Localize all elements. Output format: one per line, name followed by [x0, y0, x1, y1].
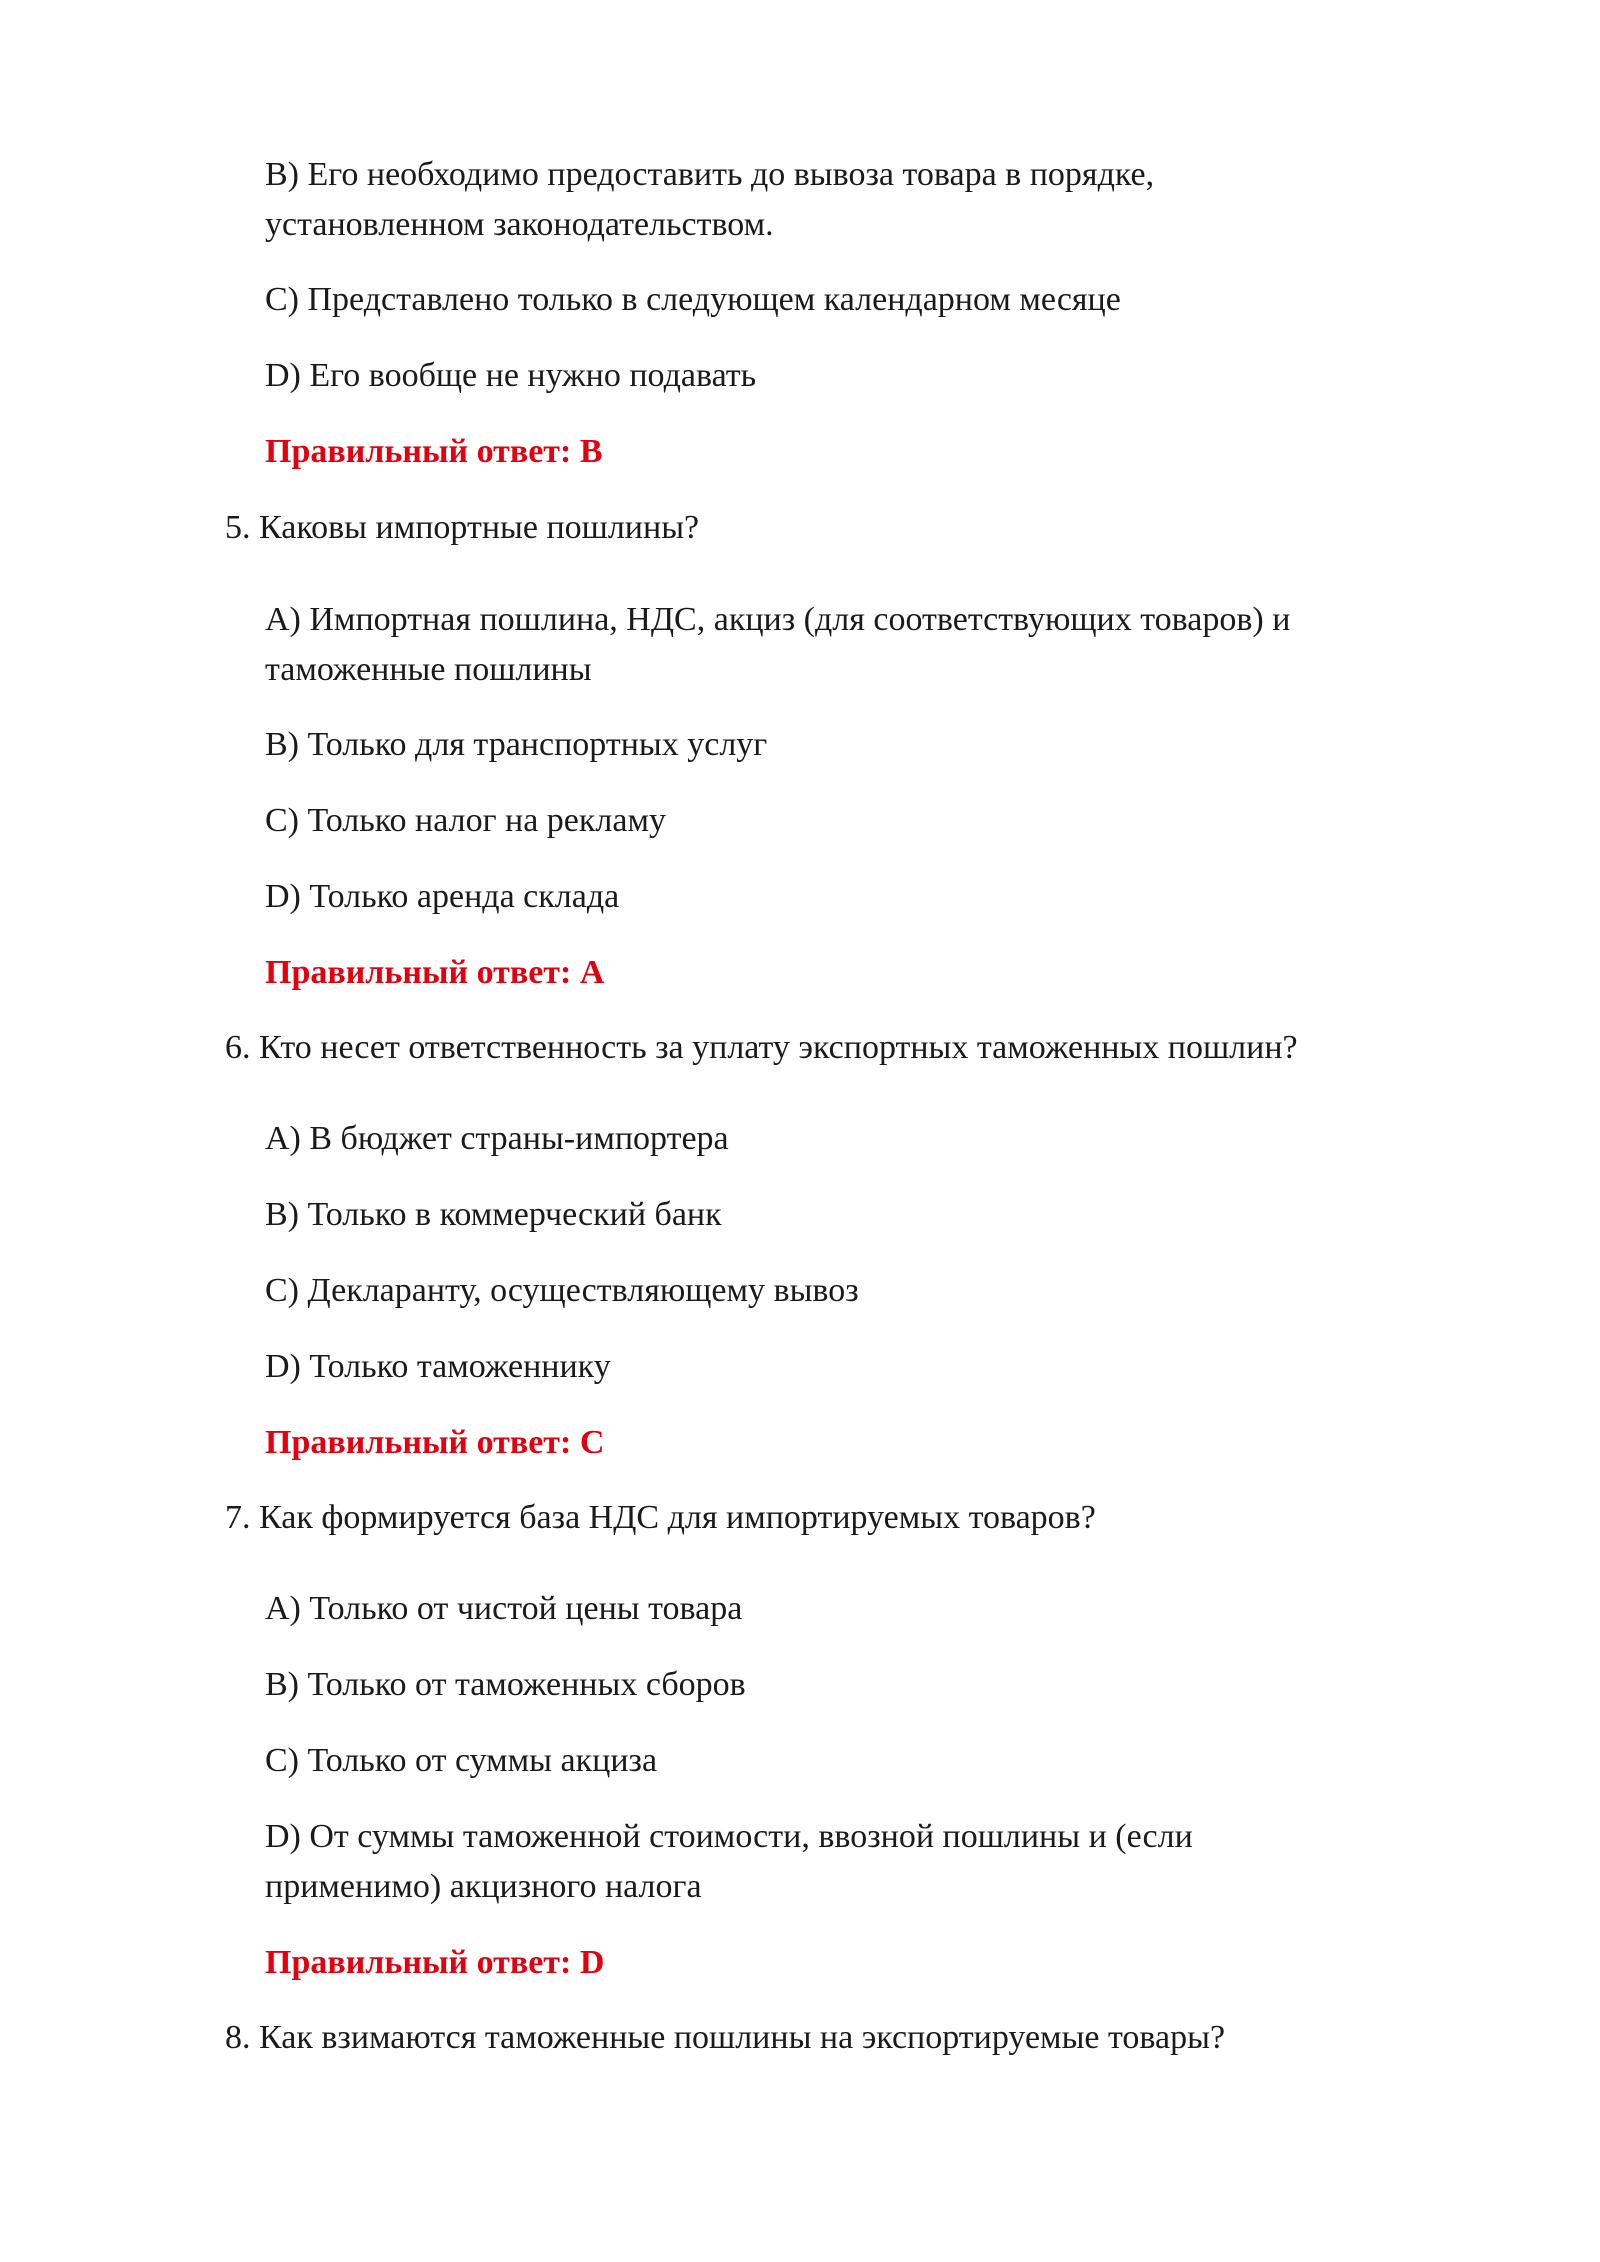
q7-correct-answer: Правильный ответ: D: [265, 1944, 605, 1981]
q5-question: 5. Каковы импортные пошлины?: [225, 509, 700, 546]
q6-option-a: A) В бюджет страны-импортера: [265, 1120, 729, 1157]
q6-option-d: D) Только таможеннику: [265, 1348, 611, 1385]
q4-option-c: C) Представлено только в следующем календарном месяце: [265, 281, 1121, 318]
q5-option-a-line2: таможенные пошлины: [265, 651, 592, 688]
q7-option-a: A) Только от чистой цены товара: [265, 1590, 743, 1627]
q7-option-b: B) Только от таможенных сборов: [265, 1666, 746, 1703]
q7-option-d-line1: D) От суммы таможенной стоимости, ввозной пошлины и (если: [265, 1818, 1193, 1855]
q4-option-b-line1: B) Его необходимо предоставить до вывоза товара в порядке,: [265, 156, 1155, 193]
q6-question: 6. Кто несет ответственность за уплату экспортных таможенных пошлин?: [225, 1029, 1298, 1066]
q7-option-d-line2: применимо) акцизного налога: [265, 1868, 702, 1905]
q5-option-d: D) Только аренда склада: [265, 878, 620, 915]
q7-option-c: C) Только от суммы акциза: [265, 1742, 658, 1779]
q5-correct-answer: Правильный ответ: A: [265, 954, 605, 991]
q6-correct-answer: Правильный ответ: C: [265, 1424, 605, 1461]
q4-option-b-line2: установленном законодательством.: [265, 206, 774, 243]
q5-option-a-line1: A) Импортная пошлина, НДС, акциз (для соответствующих товаров) и: [265, 601, 1291, 638]
q6-option-c: C) Декларанту, осуществляющему вывоз: [265, 1272, 859, 1309]
q6-option-b: B) Только в коммерческий банк: [265, 1196, 722, 1233]
q7-question: 7. Как формируется база НДС для импортируемых товаров?: [225, 1499, 1096, 1536]
q4-option-d: D) Его вообще не нужно подавать: [265, 357, 757, 394]
q4-correct-answer: Правильный ответ: B: [265, 433, 603, 470]
q8-question: 8. Как взимаются таможенные пошлины на экспортируемые товары?: [225, 2019, 1226, 2056]
q5-option-c: C) Только налог на рекламу: [265, 802, 666, 839]
q5-option-b: B) Только для транспортных услуг: [265, 726, 768, 763]
